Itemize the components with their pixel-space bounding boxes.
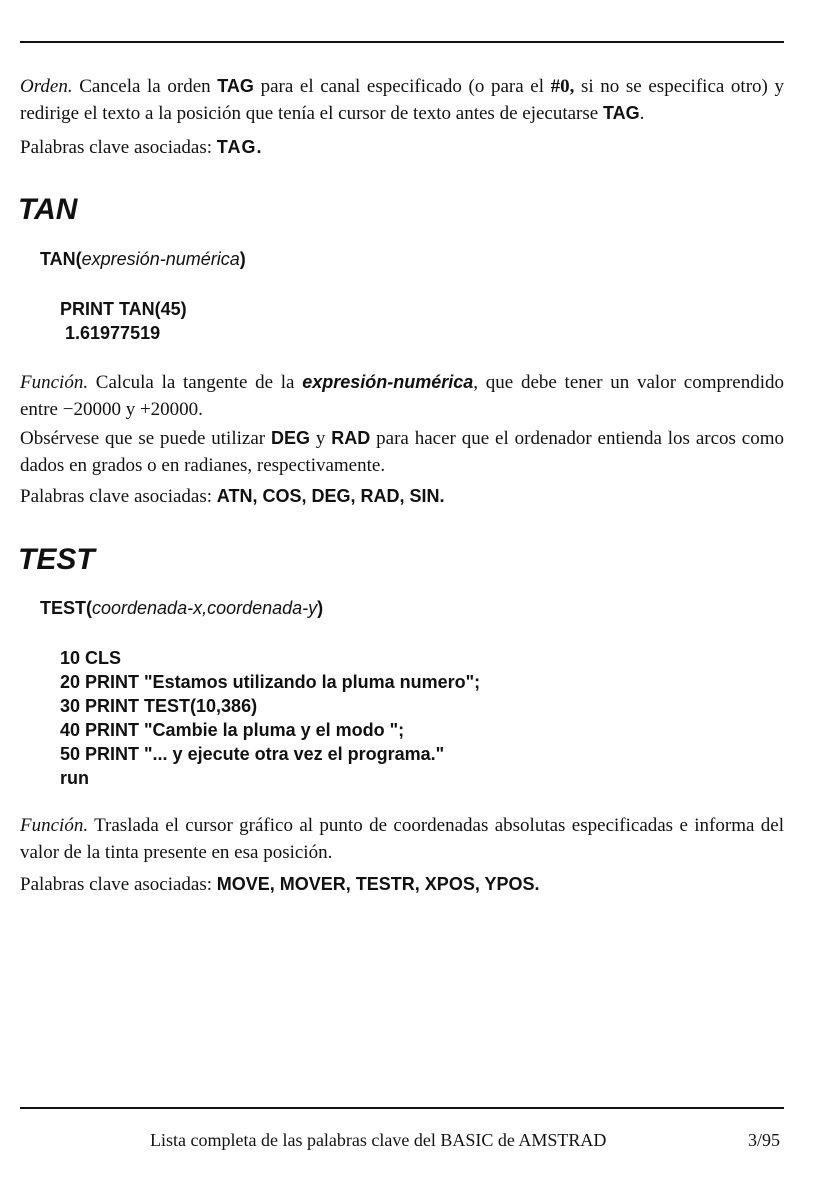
code-line: 30 PRINT TEST(10,386) (60, 696, 258, 716)
tan-heading: TAN (18, 193, 78, 226)
top-rule (20, 41, 784, 43)
kw-tag: TAG (217, 76, 254, 96)
tag-assoc-keywords: TAG. (216, 137, 263, 157)
code-line: 40 PRINT "Cambie la pluma y el modo "; (60, 720, 405, 740)
tan-assoc: Palabras clave asociadas: ATN, COS, DEG, RAD, SIN. (20, 486, 445, 507)
code-line: PRINT TAN(45) (60, 299, 187, 319)
bottom-rule (20, 1107, 784, 1109)
kw-zero: #0, (550, 76, 575, 97)
test-description: Función. Traslada el cursor gráfico al punto de coordenadas absolutas especificadas e informa del valor de la tinta presente en esa posición. (20, 815, 784, 863)
tan-syntax: TAN(expresión-numérica) (40, 249, 246, 269)
code-line: 10 CLS (60, 648, 122, 668)
tag-description: Orden. Cancela la orden TAG para el canal especificado (o para el #0, si no se especifica otro) y redirige el texto a la posición que tenía el cursor de texto antes de ejecutarse TAG. (20, 76, 784, 124)
test-lead: Función. (20, 815, 89, 836)
kw-deg: DEG (270, 428, 310, 448)
tag-lead: Orden. (20, 76, 73, 97)
code-line: 20 PRINT "Estamos utilizando la pluma numero"; (60, 672, 481, 692)
tan-code-block (60, 297, 187, 345)
tag-assoc: Palabras clave asociadas: TAG. (20, 137, 263, 158)
code-line: 1.61977519 (60, 323, 161, 343)
tan-assoc-keywords: ATN, COS, DEG, RAD, SIN. (216, 486, 445, 506)
page-number: 3/95 (748, 1130, 781, 1150)
footer-title: Lista completa de las palabras clave del BASIC de AMSTRAD (150, 1130, 607, 1150)
tan-lead: Función. (20, 372, 89, 393)
test-syntax: TEST(coordenada-x,coordenada-y) (40, 598, 324, 618)
code-line: 50 PRINT "... y ejecute otra vez el programa." (60, 744, 445, 764)
tan-description: Función. Calcula la tangente de la expresión-numérica, que debe tener un valor comprendido entre −20000 y +20000. (20, 372, 785, 420)
code-line: run (60, 768, 89, 788)
kw-tag-2: TAG (602, 103, 640, 123)
test-assoc-keywords: MOVE, MOVER, TESTR, XPOS, YPOS. (216, 874, 540, 894)
test-heading: TEST (18, 543, 95, 576)
test-assoc: Palabras clave asociadas: MOVE, MOVER, TESTR, XPOS, YPOS. (20, 874, 540, 895)
kw-rad: RAD (331, 428, 371, 448)
test-code-block (60, 646, 480, 790)
tan-note: Obsérvese que se puede utilizar DEG y RAD para hacer que el ordenador entienda los arcos como dados en grados o en radianes, respectivamente. (20, 428, 784, 476)
